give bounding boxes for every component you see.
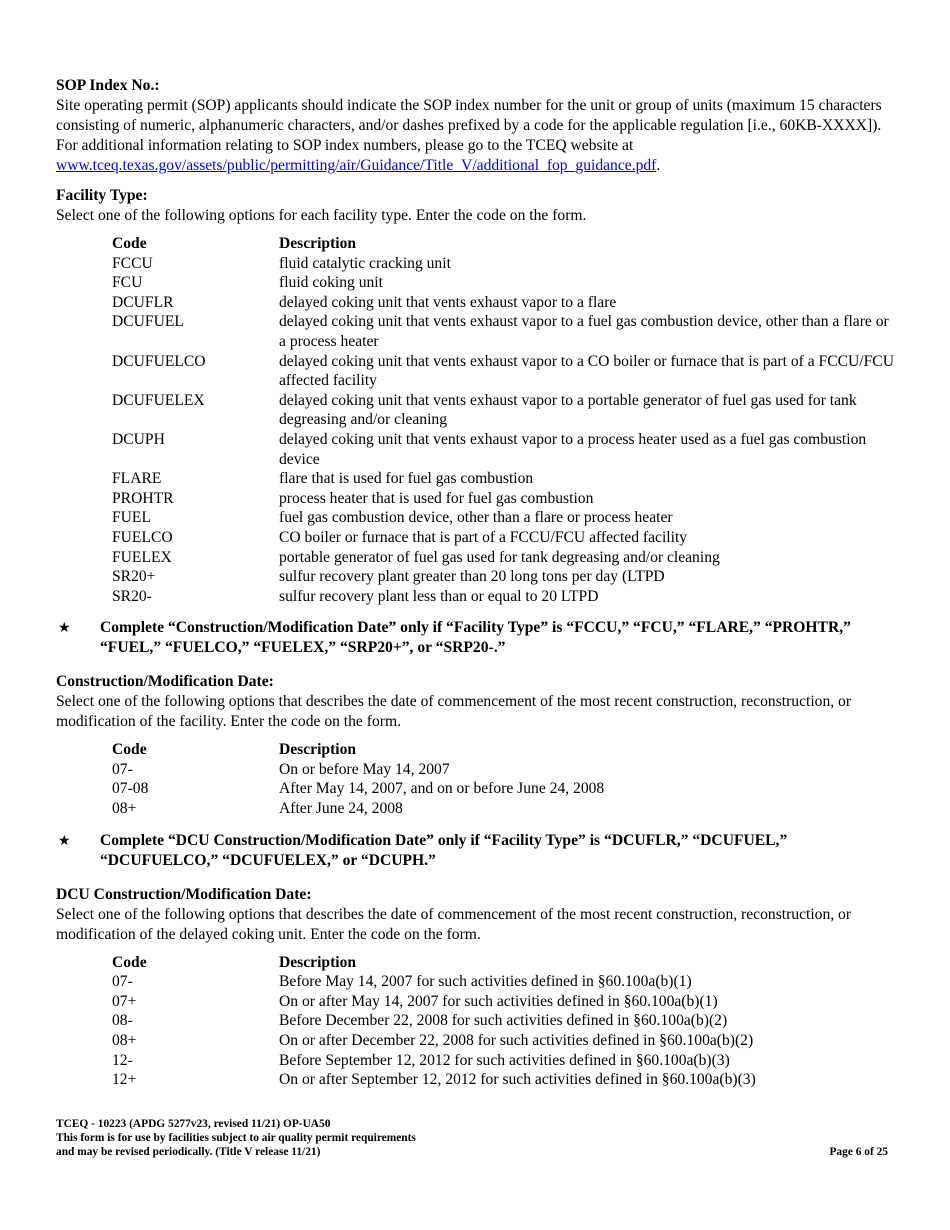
construction-date-rows bbox=[112, 760, 896, 819]
code-cell: FUEL bbox=[112, 509, 151, 527]
description-cell: CO boiler or furnace that is part of a FCCU/FCU affected facility bbox=[279, 528, 688, 546]
code-cell: 07- bbox=[112, 973, 133, 991]
table-row bbox=[112, 528, 896, 548]
table-row bbox=[112, 430, 896, 469]
dcu-date-table bbox=[112, 953, 896, 1090]
description-cell: process heater that is used for fuel gas combustion bbox=[279, 489, 594, 507]
construction-date-table bbox=[112, 740, 896, 818]
code-column-header: Code bbox=[112, 953, 147, 971]
code-cell: FCCU bbox=[112, 254, 153, 272]
description-cell: After June 24, 2008 bbox=[279, 800, 403, 818]
description-column-header: Description bbox=[279, 741, 357, 759]
table-row bbox=[112, 508, 896, 528]
table-row bbox=[112, 489, 896, 509]
document-page bbox=[56, 76, 896, 1100]
code-cell: FUELEX bbox=[112, 548, 172, 566]
sop-index-text-before: Site operating permit (SOP) applicants should indicate the SOP index number for the unit or group of units (maximum 15 characters consisting of numeric, alphanumeric characters, and/or dashes prefixed by a code for the applicable regulation [i.e., 60KB-XXXX]). For additional information relating to SOP index numbers, please go to the TCEQ website at bbox=[56, 97, 882, 154]
sop-index-section bbox=[56, 76, 896, 176]
code-cell: FLARE bbox=[112, 470, 162, 488]
description-cell: fuel gas combustion device, other than a flare or process heater bbox=[279, 509, 673, 527]
table-row bbox=[112, 469, 896, 489]
table-row bbox=[112, 254, 896, 274]
page-footer bbox=[56, 1117, 888, 1159]
code-cell: FCU bbox=[112, 274, 143, 292]
table-row bbox=[112, 799, 896, 819]
sop-index-text bbox=[56, 96, 896, 176]
footer-usage-note: This form is for use by facilities subject to air quality permit requirements bbox=[56, 1132, 416, 1144]
code-cell: 07-08 bbox=[112, 780, 149, 798]
table-row bbox=[112, 391, 896, 430]
description-column-header: Description bbox=[279, 235, 357, 252]
code-cell: 07- bbox=[112, 760, 133, 778]
facility-type-section bbox=[56, 186, 896, 606]
dcu-date-rows bbox=[112, 972, 896, 1090]
sop-index-heading: SOP Index No.: bbox=[56, 77, 160, 94]
code-cell: DCUPH bbox=[112, 430, 165, 448]
code-cell: 07+ bbox=[112, 992, 137, 1010]
description-cell: On or after September 12, 2012 for such activities defined in §60.100a(b)(3) bbox=[279, 1071, 756, 1089]
sop-index-text-after: . bbox=[656, 157, 661, 174]
description-cell: portable generator of fuel gas used for tank degreasing and/or cleaning bbox=[279, 548, 720, 566]
table-header-row bbox=[112, 234, 896, 254]
dcu-date-note bbox=[56, 831, 896, 871]
description-cell: delayed coking unit that vents exhaust vapor to a fuel gas combustion device, other than a flare or a process heater bbox=[279, 313, 889, 350]
facility-type-heading: Facility Type: bbox=[56, 187, 148, 204]
page-number: Page 6 of 25 bbox=[829, 1146, 888, 1158]
footer-revision-note: and may be revised periodically. (Title V release 11/21) bbox=[56, 1146, 321, 1158]
table-row bbox=[112, 1011, 896, 1031]
sop-guidance-link[interactable]: www.tceq.texas.gov/assets/public/permitting/air/Guidance/Title_V/additional_fop_guidance.pdf bbox=[56, 157, 657, 174]
description-cell: fluid catalytic cracking unit bbox=[279, 254, 451, 272]
table-row bbox=[112, 972, 896, 992]
construction-date-note-text: Complete “Construction/Modification Date” only if “Facility Type” is “FCCU,” “FCU,” “FLARE,” “PROHTR,” “FUEL,” “FUELCO,” “FUELEX,” “SRP20+”, or “SRP20-.” bbox=[100, 619, 851, 657]
description-cell: fluid coking unit bbox=[279, 274, 383, 292]
description-cell: sulfur recovery plant less than or equal to 20 LTPD bbox=[279, 587, 599, 605]
code-cell: DCUFLR bbox=[112, 293, 174, 311]
code-cell: PROHTR bbox=[112, 489, 174, 507]
code-cell: SR20+ bbox=[112, 568, 156, 586]
table-row bbox=[112, 1031, 896, 1051]
dcu-date-note-text: Complete “DCU Construction/Modification Date” only if “Facility Type” is “DCUFLR,” “DCUFUEL,” “DCUFUELCO,” “DCUFUELEX,” or “DCUPH.” bbox=[100, 831, 788, 869]
code-cell: 12+ bbox=[112, 1071, 137, 1089]
facility-type-rows bbox=[112, 254, 896, 607]
table-row bbox=[112, 352, 896, 391]
description-cell: After May 14, 2007, and on or before June 24, 2008 bbox=[279, 780, 605, 798]
description-cell: delayed coking unit that vents exhaust vapor to a portable generator of fuel gas used for tank degreasing and/or cleaning bbox=[279, 391, 857, 429]
code-cell: FUELCO bbox=[112, 528, 173, 546]
construction-date-note bbox=[56, 618, 896, 658]
code-cell: DCUFUEL bbox=[112, 313, 184, 331]
code-cell: 08+ bbox=[112, 800, 137, 818]
code-column-header: Code bbox=[112, 235, 147, 252]
facility-type-table bbox=[112, 234, 896, 606]
table-row bbox=[112, 760, 896, 780]
table-header-row bbox=[112, 740, 896, 760]
footer-form-id: TCEQ - 10223 (APDG 5277v23, revised 11/21) OP-UA50 bbox=[56, 1118, 331, 1130]
dcu-date-section bbox=[56, 885, 896, 1090]
description-cell: Before May 14, 2007 for such activities defined in §60.100a(b)(1) bbox=[279, 973, 692, 991]
description-cell: Before December 22, 2008 for such activities defined in §60.100a(b)(2) bbox=[279, 1012, 728, 1030]
code-cell: 08+ bbox=[112, 1032, 137, 1050]
table-row bbox=[112, 293, 896, 313]
construction-date-intro: Select one of the following options that describes the date of commencement of the most recent construction, reconstruction, or modification of the facility. Enter the code on the form. bbox=[56, 693, 852, 731]
construction-date-section bbox=[56, 672, 896, 818]
dcu-date-heading: DCU Construction/Modification Date: bbox=[56, 885, 312, 903]
star-icon: ★ bbox=[58, 832, 71, 849]
description-column-header: Description bbox=[279, 953, 357, 971]
description-cell: On or after December 22, 2008 for such activities defined in §60.100a(b)(2) bbox=[279, 1032, 754, 1050]
star-icon: ★ bbox=[58, 620, 71, 637]
description-cell: delayed coking unit that vents exhaust vapor to a flare bbox=[279, 293, 617, 311]
code-cell: 12- bbox=[112, 1051, 133, 1069]
description-cell: On or after May 14, 2007 for such activities defined in §60.100a(b)(1) bbox=[279, 992, 718, 1010]
table-row bbox=[112, 567, 896, 587]
facility-type-intro: Select one of the following options for each facility type. Enter the code on the form. bbox=[56, 207, 587, 224]
table-row bbox=[112, 587, 896, 607]
code-cell: DCUFUELEX bbox=[112, 391, 205, 409]
table-row bbox=[112, 779, 896, 799]
table-header-row bbox=[112, 953, 896, 973]
description-cell: sulfur recovery plant greater than 20 long tons per day (LTPD bbox=[279, 568, 665, 586]
table-row bbox=[112, 992, 896, 1012]
table-row bbox=[112, 1070, 896, 1090]
construction-date-heading: Construction/Modification Date: bbox=[56, 673, 274, 691]
table-row bbox=[112, 548, 896, 568]
code-cell: SR20- bbox=[112, 587, 152, 605]
dcu-date-intro: Select one of the following options that describes the date of commencement of the most recent construction, reconstruction, or modification of the delayed coking unit. Enter the code on the form. bbox=[56, 905, 852, 943]
description-cell: flare that is used for fuel gas combustion bbox=[279, 470, 534, 488]
table-row bbox=[112, 1051, 896, 1071]
description-cell: On or before May 14, 2007 bbox=[279, 760, 450, 778]
description-cell: delayed coking unit that vents exhaust vapor to a process heater used as a fuel gas combustion device bbox=[279, 430, 867, 468]
table-row bbox=[112, 273, 896, 293]
description-cell: delayed coking unit that vents exhaust vapor to a CO boiler or furnace that is part of a FCCU/FCU affected facility bbox=[279, 352, 894, 390]
code-cell: 08- bbox=[112, 1012, 133, 1030]
description-cell: Before September 12, 2012 for such activities defined in §60.100a(b)(3) bbox=[279, 1051, 730, 1069]
table-row bbox=[112, 312, 896, 351]
code-cell: DCUFUELCO bbox=[112, 352, 206, 370]
code-column-header: Code bbox=[112, 741, 147, 759]
